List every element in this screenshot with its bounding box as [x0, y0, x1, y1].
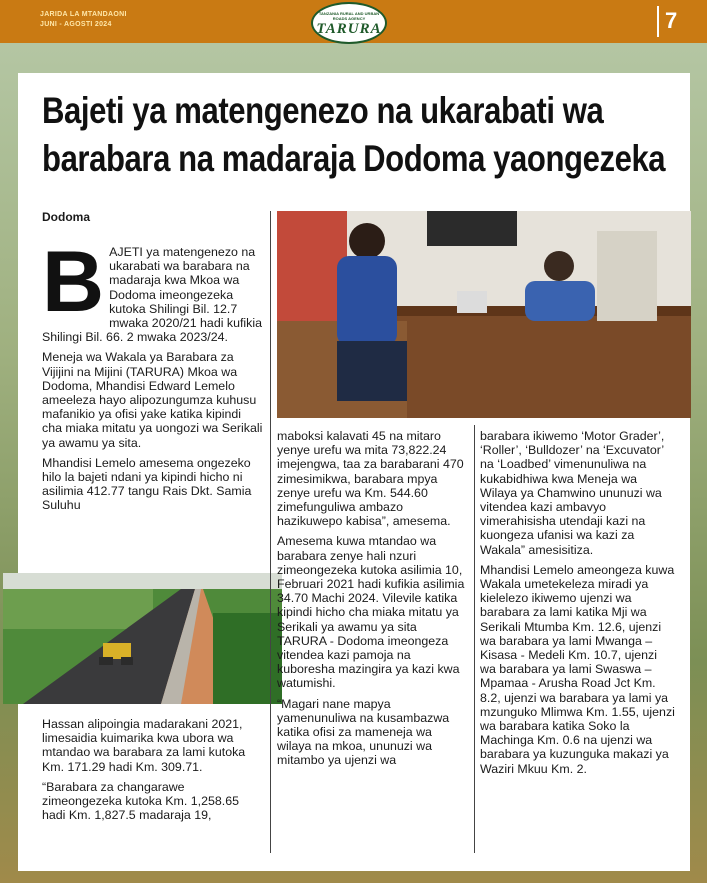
office-illustration [277, 211, 691, 418]
paragraph: maboksi kalavati 45 na mitaro yenye urefu wa mita 73,822.24 imejengwa, taa za barabarani 470 zimesimikwa, barabara mpya zenye urefu wa Km. 544.60 zimefunguliwa ambazo hazikuwepo kabisa”, amesema. [277, 429, 464, 529]
office-meeting-photo [277, 211, 691, 418]
column-divider [474, 425, 475, 853]
road-illustration [3, 573, 282, 704]
headline-line-1: Bajeti ya matengenezo na ukarabati wa [42, 90, 604, 131]
paragraph: Mhandisi Lemelo amesema ongezeko hilo la bajeti ndani ya kipindi hicho ni asilimia 412.77 tangu Rais Dkt. Samia Suluhu [42, 455, 252, 513]
paragraph: BAJETI ya matengenezo na ukarabati wa barabara na madaraja kwa Mkoa wa Dodoma imeongezeka kutoka Shilingi Bil. 12.7 mwaka 2020/21 hadi kufikia Shilingi Bil. 66. 2 mwaka 2023/24. [42, 234, 263, 345]
paragraph: Amesema kuwa mtandao wa barabara zenye hali nzuri zimeongezeka kutoka asilimia 10, Februari 2021 hadi kufikia asilimia 34.70 Machi 2024. Vilevile katika kipindi hicho cha miaka mitatu ya Serikali ya awamu ya sita TARURA - Dodoma imeongeza vitendea kazi pamoja na kuboresha mazingira ya kazi kwa watumishi. [277, 534, 465, 691]
logo-tagline: TANZANIA RURAL AND URBAN ROADS AGENCY [318, 11, 380, 21]
issue-label: JUNI - AGOSTI 2024 [40, 21, 112, 28]
drop-cap: B [42, 234, 105, 330]
headline [42, 87, 666, 183]
column-2 [277, 429, 469, 774]
headline-line-2: barabara na madaraja Dodoma yaongezeka [42, 138, 666, 179]
tarura-logo [311, 2, 387, 44]
paragraph: Meneja wa Wakala ya Barabara za Vijijini na Mijini (TARURA) Mkoa wa Dodoma, Mhandisi Edward Lemelo ameeleza hayo alipozungumza kuhusu mafanikio ya ofisi yake katika kipindi cha miaka mitatu ya uongozi wa Serikali ya awamu ya sita. [42, 350, 263, 450]
paragraph: “Magari nane mapya yamenunuliwa na kusambazwa katika ofisi za mameneja wa wilaya na mkoa, ununuzi wa mitambo ya ujenzi wa [277, 696, 450, 768]
column-1-bottom [42, 717, 264, 828]
column-divider [270, 211, 271, 853]
masthead-bar [0, 0, 707, 43]
publication-name: JARIDA LA MTANDAONI [40, 11, 127, 18]
paragraph: Hassan alipoingia madarakani 2021, limesaidia kuimarika kwa ubora wa mtandao wa barabara za lami kutoka Km. 171.29 hadi Km. 309.71. [42, 717, 246, 774]
logo-text: TARURA [316, 21, 382, 37]
page-number-divider [657, 6, 659, 37]
column-3 [480, 429, 676, 782]
page-number: 7 [665, 8, 678, 33]
dateline: Dodoma [42, 210, 90, 224]
paragraph: Mhandisi Lemelo ameongeza kuwa Wakala umetekeleza miradi ya kielelezo ikiwemo ujenzi wa barabara za lami katika Mji wa Serikali Mtumba Km. 12.6, ujenzi wa barabara ya lami Mwanga – Kisasa - Medeli Km. 10.7, ujenzi wa barabara ya lami Swaswa – Mpamaa - Arusha Road Jct Km. 8.2, ujenzi wa barabara ya lami ya mzunguko Mlimwa Km. 1.55, ujenzi wa barabara katika Soko la Machinga Km. 0.6 na ujenzi wa barabara ya kuzunguka makazi ya Waziri Mkuu Km. 2. [480, 562, 675, 776]
paragraph: barabara ikiwemo ‘Motor Grader’, ‘Roller’, ‘Bulldozer’ na ‘Excuvator’ na ‘Loadbed’ vimenunuliwa na kukabidhiwa kwa Meneja wa Wilaya ya Chamwino ununuzi wa vitendea kazi ambavyo vimerahisisha utendaji kazi na kuongeza ufanisi wa kazi za Wakala” amesisitiza. [480, 429, 665, 557]
article-sheet [18, 73, 690, 871]
column-1-top [42, 234, 264, 519]
road-construction-photo [3, 573, 282, 704]
paragraph: “Barabara za changarawe zimeongezeka kutoka Km. 1,258.65 hadi Km. 1,827.5 madaraja 19, [42, 779, 239, 823]
